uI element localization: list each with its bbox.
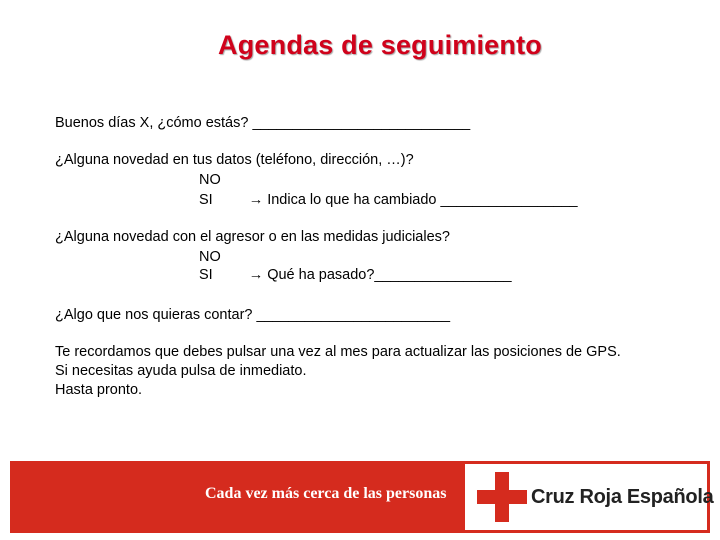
footer-slogan: Cada vez más cerca de las personas <box>205 485 447 502</box>
option-si: SI <box>199 192 213 208</box>
closing-line-1: Te recordamos que debes pulsar una vez al mes para actualizar las posiciones de GPS. <box>55 344 621 360</box>
question-data-changes: ¿Alguna novedad en tus datos (teléfono, dirección, …)? <box>55 152 414 168</box>
greeting-line: Buenos días X, ¿cómo estás? ___________________________ <box>55 115 471 131</box>
followup-text: Indica lo que ha cambiado _________________ <box>267 192 578 208</box>
option-no: NO <box>199 172 221 188</box>
page-title: Agendas de seguimiento <box>218 30 542 60</box>
option-si-row <box>199 265 512 285</box>
question-aggressor: ¿Alguna novedad con el agresor o en las medidas judiciales? <box>55 229 450 245</box>
option-no: NO <box>199 249 221 265</box>
brand-name: Cruz Roja Española <box>531 486 714 508</box>
followup-text: Qué ha pasado?_________________ <box>267 267 512 283</box>
brand-logo <box>465 464 714 530</box>
option-si-row <box>199 190 578 210</box>
closing-line-2: Si necesitas ayuda pulsa de inmediato. <box>55 363 307 379</box>
question-anything-else: ¿Algo que nos quieras contar? ________________________ <box>55 307 451 323</box>
arrow-right-icon: → <box>248 267 264 283</box>
closing-line-3: Hasta pronto. <box>55 382 143 398</box>
option-si: SI <box>199 267 213 283</box>
arrow-right-icon: → <box>248 192 264 208</box>
footer-banner <box>10 461 714 533</box>
